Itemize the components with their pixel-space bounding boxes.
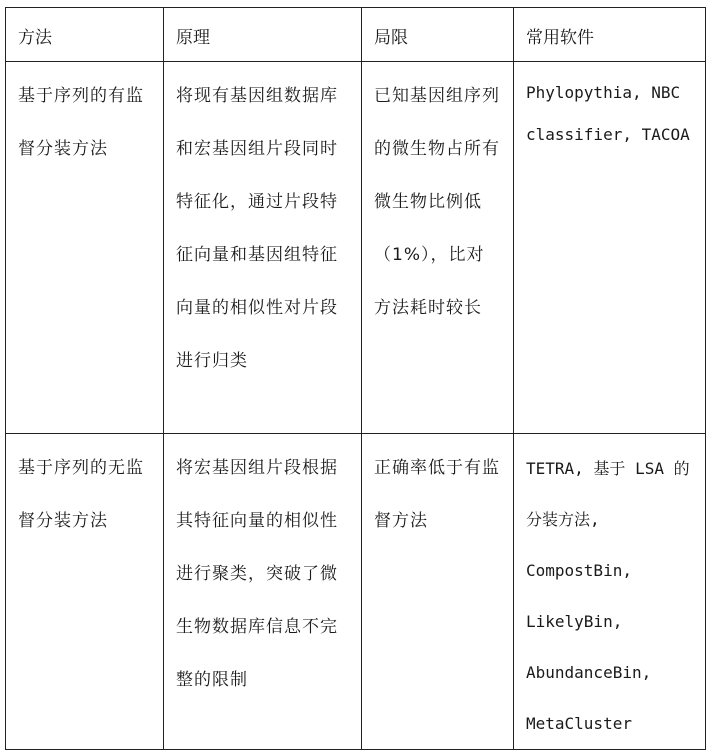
cell-method-text: 基于序列的无监督分装方法: [18, 458, 144, 531]
cell-limitation: [362, 434, 514, 750]
cell-principle: [164, 62, 362, 434]
header-cell-software: 常用软件: [514, 8, 706, 62]
cell-principle-text: 将宏基因组片段根据其特征向量的相似性进行聚类，突破了微生物数据库信息不完整的限制: [176, 458, 338, 690]
table-row: [6, 62, 706, 434]
cell-limitation: [362, 62, 514, 434]
cell-software: [514, 434, 706, 750]
table-header-row: [6, 8, 706, 62]
cell-limitation-text: 正确率低于有监督方法: [374, 458, 500, 531]
header-cell-method: 方法: [6, 8, 164, 62]
cell-method: [6, 434, 164, 750]
cell-software-text: Phylopythia, NBC classifier, TACOA: [526, 83, 690, 144]
cell-method-text: 基于序列的有监督分装方法: [18, 86, 144, 159]
header-cell-limitation: 局限: [362, 8, 514, 62]
cell-limitation-text: 已知基因组序列的微生物占所有微生物比例低（1%），比对方法耗时较长: [374, 86, 500, 318]
cell-method: [6, 62, 164, 434]
methods-table: [5, 7, 706, 750]
cell-software-text: TETRA, 基于 LSA 的分装方法, CompostBin, LikelyBin, AbundanceBin, MetaCluster: [526, 459, 690, 733]
header-cell-principle: 原理: [164, 8, 362, 62]
table-row: [6, 434, 706, 750]
cell-software: [514, 62, 706, 434]
cell-principle: [164, 434, 362, 750]
cell-principle-text: 将现有基因组数据库和宏基因组片段同时特征化，通过片段特征向量和基因组特征向量的相似性对片段进行归类: [176, 86, 338, 371]
